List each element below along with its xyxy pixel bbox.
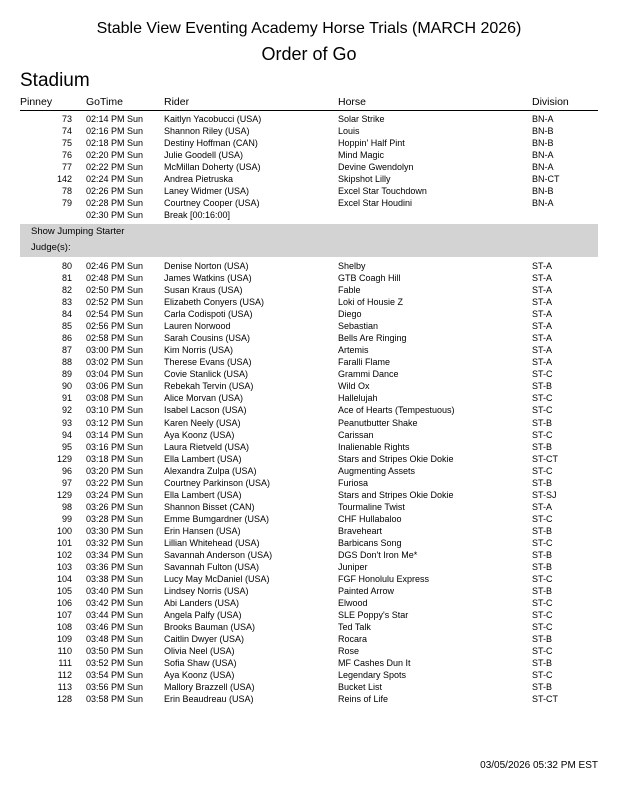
pinney-cell: 108: [56, 622, 72, 633]
horse-cell: Tourmaline Twist: [338, 501, 405, 512]
division-cell: ST-C: [532, 369, 553, 380]
table-row: [0, 344, 618, 356]
division-cell: ST-A: [532, 273, 553, 284]
division-cell: ST-C: [532, 574, 553, 585]
rider-cell: Abi Landers (USA): [164, 598, 240, 609]
horse-cell: Juniper: [338, 562, 368, 572]
pinney-cell: 81: [61, 273, 72, 284]
horse-cell: Skipshot Lilly: [338, 174, 391, 185]
column-header-pinney: Pinney: [20, 96, 53, 108]
division-cell: ST-A: [532, 297, 553, 308]
pinney-cell: 105: [56, 586, 72, 597]
division-cell: ST-B: [532, 477, 553, 488]
pinney-cell: 90: [61, 381, 72, 392]
gotime-cell: 03:22 PM Sun: [86, 477, 144, 488]
horse-cell: MF Cashes Dun It: [338, 658, 411, 669]
horse-cell: Barbicans Song: [338, 537, 402, 548]
column-header-division: Division: [532, 96, 569, 108]
rider-cell: Lillian Whitehead (USA): [164, 537, 260, 548]
rider-cell: McMillan Doherty (USA): [164, 162, 261, 173]
rider-cell: Lindsey Norris (USA): [164, 586, 249, 597]
table-row: [0, 513, 618, 525]
division-cell: ST-A: [532, 285, 553, 296]
gotime-cell: 03:18 PM Sun: [86, 453, 144, 464]
pinney-cell: 76: [61, 150, 72, 161]
division-cell: ST-C: [532, 429, 553, 440]
table-row: [0, 429, 618, 441]
pinney-cell: 103: [56, 562, 72, 572]
division-cell: ST-CT: [532, 694, 558, 705]
gotime-cell: 03:36 PM Sun: [86, 562, 144, 572]
gotime-cell: 03:06 PM Sun: [86, 381, 144, 392]
pinney-cell: 92: [61, 405, 72, 416]
table-row: [0, 633, 618, 645]
division-cell: ST-B: [532, 381, 553, 392]
gotime-cell: 02:46 PM Sun: [86, 261, 144, 271]
table-row: [0, 308, 618, 320]
gotime-cell: 02:18 PM Sun: [86, 138, 144, 149]
division-cell: ST-B: [532, 682, 553, 693]
rider-cell: Alice Morvan (USA): [164, 393, 244, 404]
pinney-cell: 74: [61, 126, 72, 137]
gotime-cell: 02:14 PM Sun: [86, 114, 144, 124]
table-row: [0, 465, 618, 477]
division-cell: BN-A: [532, 162, 554, 173]
gotime-cell: 03:10 PM Sun: [86, 405, 144, 416]
gotime-cell: 03:42 PM Sun: [86, 598, 144, 609]
horse-cell: Diego: [338, 309, 362, 320]
division-cell: ST-A: [532, 357, 553, 368]
rider-cell: Susan Kraus (USA): [164, 285, 243, 296]
gotime-cell: 03:48 PM Sun: [86, 634, 144, 645]
rider-cell: Karen Neely (USA): [164, 417, 241, 428]
rider-cell: Aya Koonz (USA): [164, 670, 235, 681]
rider-cell: Laura Rietveld (USA): [164, 441, 250, 452]
rider-cell: Courtney Cooper (USA): [164, 198, 260, 209]
starter-band: [20, 224, 598, 257]
pinney-cell: 106: [56, 598, 72, 609]
table-row: [0, 525, 618, 537]
table-row: [0, 284, 618, 296]
pinney-cell: 96: [61, 465, 72, 476]
horse-cell: Stars and Stripes Okie Dokie: [338, 489, 454, 500]
table-row: [0, 113, 618, 125]
gotime-cell: 03:54 PM Sun: [86, 670, 144, 681]
table-row: [0, 645, 618, 657]
rider-cell: Kaitlyn Yacobucci (USA): [164, 114, 262, 124]
table-row: [0, 296, 618, 308]
division-cell: ST-A: [532, 321, 553, 332]
table-row: [0, 561, 618, 573]
division-cell: BN-A: [532, 150, 554, 161]
gotime-cell: 03:40 PM Sun: [86, 586, 144, 597]
pinney-cell: 80: [61, 261, 72, 271]
gotime-cell: 02:58 PM Sun: [86, 333, 144, 344]
rider-cell: Lauren Norwood: [164, 321, 231, 332]
rider-cell: Aya Koonz (USA): [164, 429, 235, 440]
table-row: [0, 621, 618, 633]
pinney-cell: 95: [61, 441, 72, 452]
horse-cell: Bells Are Ringing: [338, 333, 407, 344]
division-cell: ST-A: [532, 309, 553, 320]
division-cell: ST-C: [532, 622, 553, 633]
division-cell: BN-B: [532, 186, 554, 197]
division-cell: ST-B: [532, 525, 553, 536]
pinney-cell: 78: [61, 186, 72, 197]
rider-cell: Andrea Pietruska: [164, 174, 234, 185]
horse-cell: Elwood: [338, 598, 368, 609]
pinney-cell: 99: [61, 513, 72, 524]
horse-cell: Excel Star Houdini: [338, 198, 413, 209]
division-cell: ST-B: [532, 417, 553, 428]
table-row: [0, 417, 618, 429]
rider-cell: Julie Goodell (USA): [164, 150, 244, 161]
page-title: Stable View Eventing Academy Horse Trials (MARCH 2026): [96, 20, 522, 37]
pinney-cell: 89: [61, 369, 72, 380]
horse-cell: Carissan: [338, 429, 374, 440]
gotime-cell: 02:16 PM Sun: [86, 126, 144, 137]
horse-cell: Sebastian: [338, 321, 379, 332]
division-cell: BN-B: [532, 138, 554, 149]
table-row: [0, 272, 618, 284]
pinney-cell: 75: [61, 138, 72, 149]
rider-cell: Ella Lambert (USA): [164, 453, 242, 464]
rider-cell: Lucy May McDaniel (USA): [164, 574, 270, 585]
table-row: [0, 609, 618, 621]
pinney-cell: 110: [57, 646, 72, 657]
rider-cell: Therese Evans (USA): [164, 357, 252, 368]
pinney-cell: 84: [61, 309, 72, 320]
horse-cell: Devine Gwendolyn: [338, 162, 414, 173]
horse-cell: Bucket List: [338, 682, 383, 693]
gotime-cell: 03:20 PM Sun: [86, 465, 144, 476]
table-row: [0, 501, 618, 513]
rider-cell: Covie Stanlick (USA): [164, 369, 249, 380]
pinney-cell: 73: [61, 114, 72, 124]
horse-cell: Painted Arrow: [338, 586, 395, 597]
rider-cell: Olivia Neel (USA): [164, 646, 235, 657]
horse-cell: Solar Strike: [338, 114, 385, 124]
horse-cell: Hoppin' Half Pint: [338, 138, 405, 149]
table-row: [0, 332, 618, 344]
horse-cell: GTB Coagh Hill: [338, 273, 401, 284]
gotime-cell: 03:26 PM Sun: [86, 501, 144, 512]
table-row: [0, 585, 618, 597]
table-row: [0, 453, 618, 465]
division-cell: ST-B: [532, 586, 553, 597]
division-cell: ST-CT: [532, 453, 558, 464]
division-cell: ST-B: [532, 562, 553, 572]
horse-cell: Legendary Spots: [338, 670, 407, 681]
horse-cell: Wild Ox: [338, 381, 370, 392]
gotime-cell: 03:34 PM Sun: [86, 549, 144, 560]
pinney-cell: 111: [58, 658, 72, 669]
pinney-cell: 112: [57, 670, 72, 681]
horse-cell: CHF Hullabaloo: [338, 513, 402, 524]
horse-cell: Shelby: [338, 261, 366, 271]
rider-cell: James Watkins (USA): [164, 273, 252, 284]
table-row: [0, 209, 618, 221]
gotime-cell: 03:00 PM Sun: [86, 345, 144, 356]
gotime-cell: 02:52 PM Sun: [86, 297, 144, 308]
pinney-cell: 88: [61, 357, 72, 368]
pinney-cell: 77: [61, 162, 72, 173]
gotime-cell: 03:58 PM Sun: [86, 694, 144, 705]
gotime-cell: 02:26 PM Sun: [86, 186, 144, 197]
division-cell: ST-B: [532, 634, 553, 645]
horse-cell: Peanutbutter Shake: [338, 417, 418, 428]
print-timestamp: 03/05/2026 05:32 PM EST: [480, 760, 598, 771]
table-row: [0, 149, 618, 161]
pinney-cell: 102: [56, 549, 72, 560]
table-row: [0, 669, 618, 681]
pinney-cell: 107: [56, 610, 72, 621]
division-cell: ST-A: [532, 261, 553, 271]
rider-cell: Savannah Anderson (USA): [164, 549, 273, 560]
division-cell: ST-B: [532, 658, 553, 669]
division-cell: ST-C: [532, 610, 553, 621]
horse-cell: Rose: [338, 646, 360, 657]
rider-cell: Angela Palfy (USA): [164, 610, 242, 621]
division-cell: BN-CT: [532, 174, 560, 185]
table-row: [0, 185, 618, 197]
table-row: [0, 404, 618, 416]
table-row: [0, 441, 618, 453]
horse-cell: SLE Poppy's Star: [338, 610, 409, 621]
gotime-cell: 03:14 PM Sun: [86, 429, 144, 440]
division-cell: ST-A: [532, 345, 553, 356]
horse-cell: Faralli Flame: [338, 357, 391, 368]
pinney-cell: 94: [61, 429, 72, 440]
rider-cell: Shannon Bisset (CAN): [164, 501, 255, 512]
gotime-cell: 03:02 PM Sun: [86, 357, 144, 368]
gotime-cell: 03:28 PM Sun: [86, 513, 144, 524]
horse-cell: Grammi Dance: [338, 369, 399, 380]
table-row: [0, 597, 618, 609]
gotime-cell: 03:56 PM Sun: [86, 682, 144, 693]
division-cell: ST-SJ: [532, 489, 557, 500]
gotime-cell: 03:24 PM Sun: [86, 489, 144, 500]
pinney-cell: 109: [56, 634, 72, 645]
pinney-cell: 97: [61, 477, 72, 488]
table-row: [0, 137, 618, 149]
rider-cell: Elizabeth Conyers (USA): [164, 297, 265, 308]
rider-cell: Shannon Riley (USA): [164, 126, 250, 137]
gotime-cell: 03:52 PM Sun: [86, 658, 144, 669]
rider-cell: Mallory Brazzell (USA): [164, 682, 255, 693]
gotime-cell: 03:08 PM Sun: [86, 393, 144, 404]
horse-cell: Braveheart: [338, 525, 383, 536]
division-cell: ST-B: [532, 549, 553, 560]
column-header-rider: Rider: [164, 96, 190, 108]
horse-cell: Reins of Life: [338, 694, 389, 705]
table-row: [0, 681, 618, 693]
division-cell: ST-A: [532, 501, 553, 512]
pinney-cell: 79: [61, 198, 72, 209]
rider-cell: Isabel Lacson (USA): [164, 405, 247, 416]
gotime-cell: 03:38 PM Sun: [86, 574, 144, 585]
pinney-cell: 87: [61, 345, 72, 356]
gotime-cell: 02:54 PM Sun: [86, 309, 144, 320]
pinney-cell: 86: [61, 333, 72, 344]
gotime-cell: 03:12 PM Sun: [86, 417, 144, 428]
table-row: [0, 537, 618, 549]
rider-cell: Ella Lambert (USA): [164, 489, 242, 500]
horse-cell: Artemis: [338, 345, 369, 356]
rider-cell: Kim Norris (USA): [164, 345, 233, 356]
rider-cell: Savannah Fulton (USA): [164, 562, 260, 572]
rider-cell: Sofia Shaw (USA): [164, 658, 237, 669]
rider-cell: Alexandra Zulpa (USA): [164, 465, 257, 476]
rider-cell: Carla Codispoti (USA): [164, 309, 253, 320]
division-cell: BN-A: [532, 198, 554, 209]
rider-cell: Break [00:16:00]: [164, 210, 231, 221]
division-cell: ST-C: [532, 537, 553, 548]
table-row: [0, 260, 618, 272]
pinney-cell: 98: [61, 501, 72, 512]
horse-cell: FGF Honolulu Express: [338, 574, 430, 585]
table-row: [0, 392, 618, 404]
gotime-cell: 02:22 PM Sun: [86, 162, 144, 173]
gotime-cell: 03:04 PM Sun: [86, 369, 144, 380]
division-cell: ST-C: [532, 598, 553, 609]
pinney-cell: 104: [56, 574, 72, 585]
header-divider: [20, 110, 598, 111]
gotime-cell: 02:24 PM Sun: [86, 174, 144, 185]
horse-cell: Inalienable Rights: [338, 441, 410, 452]
horse-cell: Louis: [338, 126, 360, 137]
pinney-cell: 91: [61, 393, 72, 404]
division-cell: ST-C: [532, 465, 553, 476]
table-row: [0, 380, 618, 392]
table-row: [0, 477, 618, 489]
horse-cell: Loki of Housie Z: [338, 297, 404, 308]
gotime-cell: 02:20 PM Sun: [86, 150, 144, 161]
table-row: [0, 356, 618, 368]
starter-label: Show Jumping Starter: [31, 226, 125, 237]
table-row: [0, 197, 618, 209]
gotime-cell: 03:50 PM Sun: [86, 646, 144, 657]
division-cell: ST-C: [532, 513, 553, 524]
division-cell: ST-C: [532, 646, 553, 657]
judges-label: Judge(s):: [31, 242, 71, 253]
pinney-cell: 129: [56, 489, 72, 500]
division-cell: BN-B: [532, 126, 554, 137]
gotime-cell: 03:16 PM Sun: [86, 441, 144, 452]
gotime-cell: 03:44 PM Sun: [86, 610, 144, 621]
page-subtitle: Order of Go: [261, 44, 357, 64]
column-header-horse: Horse: [338, 96, 367, 108]
pinney-cell: 82: [61, 285, 72, 296]
division-cell: ST-C: [532, 405, 553, 416]
rider-cell: Erin Beaudreau (USA): [164, 694, 254, 705]
table-row: [0, 549, 618, 561]
table-row: [0, 657, 618, 669]
rider-cell: Erin Hansen (USA): [164, 525, 241, 536]
gotime-cell: 03:46 PM Sun: [86, 622, 144, 633]
pinney-cell: 142: [56, 174, 72, 185]
horse-cell: Mind Magic: [338, 150, 385, 161]
section-title: Stadium: [20, 70, 90, 91]
division-cell: ST-A: [532, 333, 553, 344]
horse-cell: Augmenting Assets: [338, 465, 416, 476]
horse-cell: Stars and Stripes Okie Dokie: [338, 453, 454, 464]
division-cell: ST-C: [532, 393, 553, 404]
pinney-cell: 85: [61, 321, 72, 332]
rider-cell: Caitlin Dwyer (USA): [164, 634, 245, 645]
pinney-cell: 83: [61, 297, 72, 308]
division-cell: ST-B: [532, 441, 553, 452]
table-row: [0, 693, 618, 705]
horse-cell: DGS Don't Iron Me*: [338, 549, 418, 560]
rider-cell: Destiny Hoffman (CAN): [164, 138, 258, 149]
horse-cell: Rocara: [338, 634, 368, 645]
gotime-cell: 02:56 PM Sun: [86, 321, 144, 332]
horse-cell: Fable: [338, 285, 361, 296]
horse-cell: Hallelujah: [338, 393, 378, 404]
horse-cell: Ted Talk: [338, 622, 371, 633]
pinney-cell: 128: [56, 694, 72, 705]
table-row: [0, 320, 618, 332]
rider-cell: Courtney Parkinson (USA): [164, 477, 271, 488]
gotime-cell: 03:32 PM Sun: [86, 537, 144, 548]
rider-cell: Laney Widmer (USA): [164, 186, 250, 197]
table-row: [0, 368, 618, 380]
pinney-cell: 113: [57, 682, 72, 693]
table-row: [0, 173, 618, 185]
rider-cell: Denise Norton (USA): [164, 261, 249, 271]
horse-cell: Excel Star Touchdown: [338, 186, 427, 197]
table-row: [0, 489, 618, 501]
pinney-cell: 101: [56, 537, 72, 548]
rider-cell: Brooks Bauman (USA): [164, 622, 256, 633]
pinney-cell: 129: [56, 453, 72, 464]
gotime-cell: 02:30 PM Sun: [86, 210, 144, 221]
horse-cell: Furiosa: [338, 477, 369, 488]
division-cell: ST-C: [532, 670, 553, 681]
rider-cell: Sarah Cousins (USA): [164, 333, 251, 344]
division-cell: BN-A: [532, 114, 554, 124]
pinney-cell: 93: [61, 417, 72, 428]
rider-cell: Rebekah Tervin (USA): [164, 381, 254, 392]
table-row: [0, 161, 618, 173]
gotime-cell: 03:30 PM Sun: [86, 525, 144, 536]
pinney-cell: 100: [56, 525, 72, 536]
gotime-cell: 02:28 PM Sun: [86, 198, 144, 209]
table-row: [0, 125, 618, 137]
horse-cell: Ace of Hearts (Tempestuous): [338, 405, 455, 416]
gotime-cell: 02:50 PM Sun: [86, 285, 144, 296]
table-row: [0, 573, 618, 585]
column-header-gotime: GoTime: [86, 96, 123, 108]
rider-cell: Emme Bumgardner (USA): [164, 513, 270, 524]
gotime-cell: 02:48 PM Sun: [86, 273, 144, 284]
